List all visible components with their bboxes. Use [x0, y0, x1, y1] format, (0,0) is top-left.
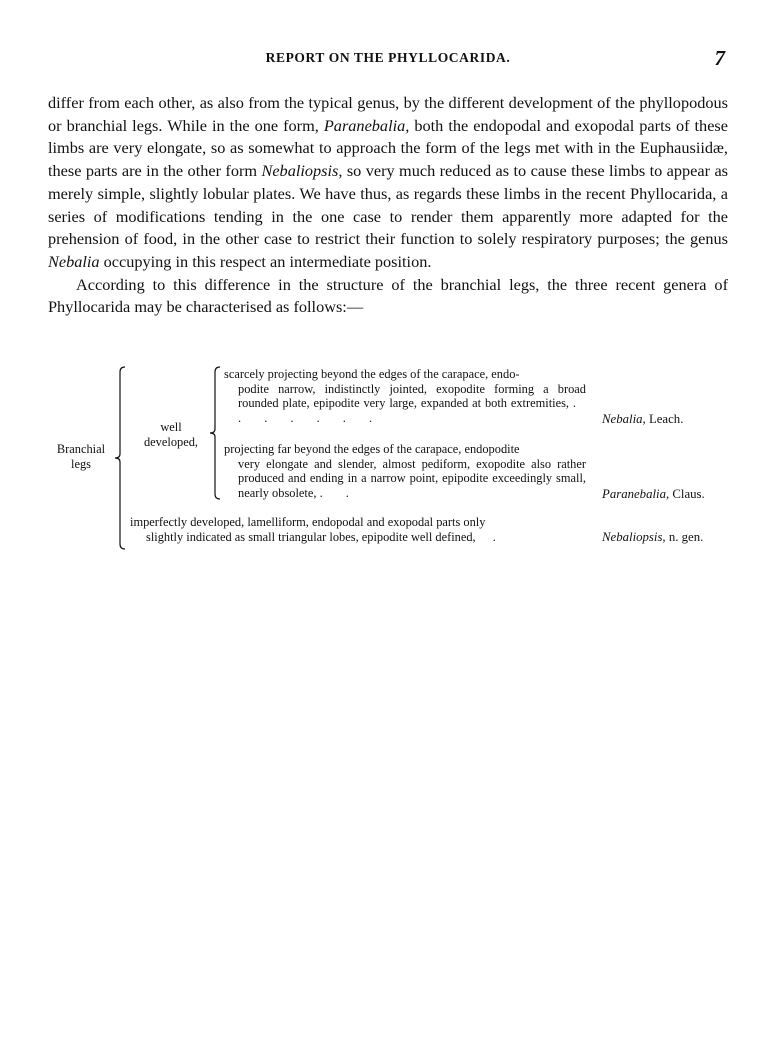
- entry-1-continuation: [224, 382, 586, 426]
- entry-1-author: Leach.: [648, 412, 684, 426]
- paragraph-2: According to this difference in the structure of the branchial legs, the three recent genera of Phyllocarida may be characterised as follows:—: [48, 274, 728, 317]
- root-label-line-1: Branchial: [56, 442, 106, 456]
- paragraph-1-text-1: differ from each other, as also from the typical genus, by the different development of the phyllopodous or branchial legs. While in the one form,: [48, 93, 728, 135]
- running-title: REPORT ON THE PHYLLOCARIDA.: [265, 50, 511, 65]
- entry-2-author: Claus.: [672, 487, 705, 501]
- page-number: 7: [714, 46, 725, 70]
- genus-nebalia: Nebalia: [48, 251, 100, 271]
- entry-3-author: n. gen.: [668, 530, 704, 544]
- branch-label-line-1: well: [160, 420, 182, 434]
- entry-1-first-line: scarcely projecting beyond the edges of the carapace, endo-: [224, 367, 520, 381]
- entry-2-description: [224, 442, 586, 500]
- entry-1-genus: [602, 412, 683, 427]
- genus-nebaliopsis: Nebaliopsis,: [261, 161, 343, 181]
- root-label: [46, 442, 116, 472]
- body-text: [48, 92, 728, 319]
- paragraph-1-text-2: both the endopodal and exopodal parts of these limbs are very elongate, so as somewhat to approach the form of the legs met with in the Euphausiidæ, these parts are in the other form: [48, 115, 728, 181]
- entry-3-genus-name: Nebaliopsis,: [602, 530, 666, 544]
- entry-3-description: [130, 515, 592, 544]
- paragraph-1-text-3: so very much reduced as to cause these limbs to appear as merely simple, slightly lobular plates. We have thus, as regards these limbs in the recent Phyllocarida, a series of modifications tending in the one case to render them apparently more adapted for the prehension of food, in the other case to restrict their function to solely respiratory purposes; the genus: [48, 161, 729, 249]
- genus-paranebalia: Paranebalia,: [323, 115, 410, 135]
- branch-label: [132, 420, 210, 450]
- big-brace: [113, 366, 127, 550]
- entry-2-leader-dots: . .: [319, 485, 359, 500]
- entry-2-first-line: projecting far beyond the edges of the carapace, endopodite: [224, 442, 520, 456]
- entry-2-genus-name: Paranebalia,: [602, 487, 670, 501]
- entry-2-rest: very elongate and slender, almost pediform, exopodite also rather produced and ending in a narrow point, epipodite exceedingly small, nearly obsolete,: [238, 456, 586, 500]
- entry-2-continuation: [224, 457, 586, 501]
- inner-brace: [208, 366, 222, 500]
- entry-3-line-2-wrap: [130, 530, 592, 545]
- entry-3-leader-dots: .: [492, 529, 506, 544]
- paragraph-1: [48, 92, 728, 274]
- entry-1-genus-name: Nebalia,: [602, 412, 646, 426]
- entry-1-rest: podite narrow, indistinctly jointed, exopodite forming a broad rounded plate, epipodite very large, expanded at both extremities,: [238, 381, 586, 411]
- entry-1-description: [224, 367, 586, 425]
- entry-3-line-1: imperfectly developed, lamelliform, endopodal and exopodal parts only: [130, 515, 486, 529]
- paragraph-1-text-4: occupying in this respect an intermediate position.: [99, 251, 432, 271]
- entry-3-genus: [602, 530, 703, 545]
- entry-1-leader-dots: . . . . . . .: [238, 396, 586, 425]
- entry-2-genus: [602, 487, 705, 502]
- branch-label-line-2: developed,: [143, 435, 198, 449]
- running-head: [48, 46, 728, 70]
- root-label-line-2: legs: [71, 457, 91, 471]
- entry-3-line-2: slightly indicated as small triangular lobes, epipodite well defined,: [146, 529, 476, 544]
